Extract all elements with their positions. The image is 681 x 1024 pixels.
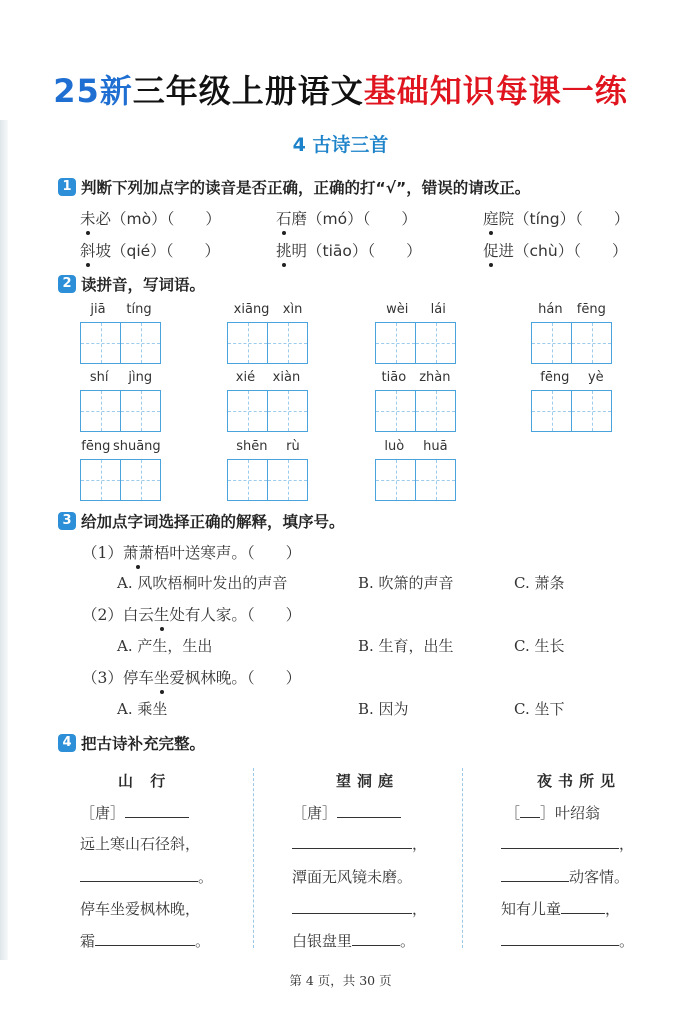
question-1-instruction: 判断下列加点字的读音是否正确，正确的打“√”，错误的请改正。 [81,179,531,197]
word-rest: 进 [498,242,515,260]
author: 叶绍翁 [555,804,601,822]
poem-yeshusuojian [501,770,641,950]
pinyin-label [80,439,162,454]
writing-cell[interactable] [121,391,160,431]
writing-cell[interactable] [572,323,611,363]
writing-cell[interactable] [81,460,121,500]
dotted-char: 石 [276,207,292,229]
tianzige-grid [375,390,456,432]
pinyin-label [80,370,162,385]
pinyin-label [227,302,309,317]
sentence-after: 处有人家。（ ） [169,606,302,624]
poem-line-4 [501,930,634,951]
tianzige-grid [375,322,456,364]
pinyin-syllable: yè [587,370,604,385]
pinyin-syllable: jìng [128,370,153,385]
poem-dynasty-line [292,802,401,823]
pinyin-syllable: fēng [540,370,570,385]
poem-dynasty-line [80,802,189,823]
pinyin-syllable: rù [286,439,300,454]
pinyin-syllable: fēng [576,302,606,317]
bracket: ］ [540,804,556,822]
pinyin-answer: （mó）（ ） [307,210,417,228]
writing-cell[interactable] [416,391,455,431]
word-rest: 明 [291,242,308,260]
sentence-after: 爱枫林晚。（ ） [169,669,302,687]
dynasty: ［唐］ [292,804,338,822]
pinyin-syllable: shí [89,370,109,385]
sub-label: （2） [82,606,123,624]
punct: ， [605,900,621,918]
writing-cell[interactable] [268,323,307,363]
poem-line-2 [80,866,213,887]
punct: ， [412,835,428,853]
q3-3-option-c: C. 坐下 [514,700,565,718]
writing-cell[interactable] [228,391,268,431]
pinyin-word-9 [80,439,162,501]
q3-1-option-a: A. 风吹梧桐叶发出的声音 [117,574,288,592]
author-blank[interactable] [337,803,401,818]
pinyin-word-2 [227,302,309,364]
q3-1-option-b: B. 吹箫的声音 [358,574,454,592]
line-blank[interactable] [292,834,412,849]
poem-wangdongting [292,770,480,950]
line-blank[interactable] [501,931,619,946]
word-rest: 坡 [95,242,112,260]
tianzige-grid [227,322,308,364]
poem-line-2: 潭面无风镜未磨。 [292,868,413,886]
punct: ， [619,835,635,853]
pinyin-label [80,302,162,317]
q3-2-option-b: B. 生育，出生 [358,637,454,655]
poem-title: 夜书所见 [537,772,622,790]
punct: 。 [619,932,635,950]
poem-title: 望洞庭 [336,772,400,790]
pinyin-word-4 [531,302,613,364]
pinyin-answer: （tiāo）（ ） [307,242,422,260]
poem-line-1: 远上寒山石径斜， [80,835,201,853]
pinyin-syllable: jiā [90,302,106,317]
tianzige-grid [227,390,308,432]
dotted-char: 未 [80,207,96,229]
question-number-badge: 2 [58,275,76,293]
pinyin-answer: （tíng）（ ） [514,210,630,228]
tianzige-grid [531,322,612,364]
writing-cell[interactable] [228,323,268,363]
punct: 。 [198,868,214,886]
page-footer: 第 4 页，共 30 页 [289,973,392,988]
writing-cell[interactable] [81,323,121,363]
pinyin-syllable: xié [235,370,256,385]
sub-label: （1） [82,544,123,562]
line-blank[interactable] [95,931,195,946]
poem-shanxing [80,770,268,950]
line-blank[interactable] [352,931,400,946]
punct: 。 [400,932,416,950]
poem-line-3 [501,898,620,919]
pinyin-word-8 [531,370,613,432]
writing-cell[interactable] [268,460,307,500]
pinyin-syllable: wèi [386,302,409,317]
writing-cell[interactable] [121,460,160,500]
writing-cell[interactable] [376,323,416,363]
pinyin-syllable: shēn [236,439,268,454]
poem-line-1 [501,833,634,854]
dotted-word: 坐 [154,666,170,688]
dotted-char: 促 [483,239,499,261]
q3-sentence-1 [82,541,301,563]
q3-2-option-a: A. 产生，生出 [117,637,213,655]
lesson-title: 4 古诗三首 [292,134,389,156]
poem-line-1 [292,833,427,854]
sentence-before: 白云 [122,606,154,624]
dynasty: ［唐］ [80,804,126,822]
pinyin-syllable: xiàn [272,370,301,385]
pinyin-word-5 [80,370,162,432]
pinyin-syllable: hán [538,302,563,317]
line-start: 白银盘里 [292,932,353,950]
poem-line-3 [292,898,427,919]
question-1-heading [58,176,530,198]
tianzige-grid [80,322,161,364]
question-2-heading [58,273,205,295]
question-number-badge: 3 [58,512,76,530]
pinyin-label [227,370,309,385]
title-part-subject: 基础知识每课一练 [363,72,628,110]
writing-cell[interactable] [532,323,572,363]
writing-cell[interactable] [416,323,455,363]
pinyin-word-7 [375,370,457,432]
line-blank[interactable] [561,899,605,914]
q3-1-option-c: C. 萧条 [514,574,565,592]
tianzige-grid [80,390,161,432]
pinyin-word-3 [375,302,457,364]
question-3-instruction: 给加点字词选择正确的解释，填序号。 [81,513,345,531]
tianzige-grid [375,459,456,501]
question-4-heading [58,732,205,754]
pinyin-label [531,370,613,385]
line-end: 动客情。 [569,868,630,886]
word-rest: 必 [95,210,112,228]
title-part-year: 25新 [53,72,133,110]
pinyin-label [227,439,309,454]
tianzige-grid [531,390,612,432]
pinyin-syllable: fēng [81,439,111,454]
punct: 。 [195,932,211,950]
sub-label: （3） [82,669,123,687]
word-rest: 院 [498,210,515,228]
pinyin-answer: （mò）（ ） [111,210,221,228]
page-edge-strip [0,120,8,960]
line-blank[interactable] [292,899,412,914]
pinyin-syllable: huā [423,439,448,454]
pinyin-answer: （chù）（ ） [514,242,628,260]
sentence-after: 梧叶送寒声。（ ） [153,544,302,562]
dotted-word: 萧萧 [123,541,154,563]
q3-2-option-c: C. 生长 [514,637,565,655]
writing-cell[interactable] [121,323,160,363]
pinyin-answer: （qié）（ ） [111,242,220,260]
poem-line-4 [292,930,415,951]
pinyin-syllable: shuāng [112,439,161,454]
question-number-badge: 4 [58,734,76,752]
poem-line-2 [501,866,629,887]
question-2-instruction: 读拼音，写词语。 [81,276,206,294]
writing-cell[interactable] [532,391,572,431]
pinyin-word-6 [227,370,309,432]
q3-3-option-a: A. 乘坐 [117,700,168,718]
writing-cell[interactable] [416,460,455,500]
poem-title: 山 行 [118,772,172,790]
word-rest: 磨 [291,210,308,228]
dotted-char: 斜 [80,239,96,261]
pinyin-label [375,302,457,317]
dotted-word: 生 [154,603,170,625]
pinyin-syllable: xìn [282,302,303,317]
dotted-char: 挑 [276,239,292,261]
tianzige-grid [227,459,308,501]
tianzige-grid [80,459,161,501]
pinyin-word-1 [80,302,162,364]
poem-dynasty-line [505,802,600,823]
writing-cell[interactable] [228,460,268,500]
bracket: ［ [505,804,521,822]
pinyin-syllable: luò [384,439,405,454]
line-blank[interactable] [501,867,569,882]
dynasty-blank[interactable] [520,803,540,818]
poem-line-4 [80,930,210,951]
punct: ， [412,900,428,918]
writing-cell[interactable] [376,460,416,500]
pinyin-syllable: lái [430,302,446,317]
pinyin-syllable: zhàn [419,370,451,385]
poem-line-3: 停车坐爱枫林晚， [80,900,201,918]
sentence-before: 停车 [122,669,154,687]
q1-item-6 [483,239,627,261]
q3-sentence-3 [82,666,301,688]
pinyin-word-11 [375,439,457,501]
pinyin-label [375,370,457,385]
writing-cell[interactable] [81,391,121,431]
q1-item-2 [276,207,417,229]
q1-item-5 [276,239,422,261]
q3-3-option-b: B. 因为 [358,700,409,718]
q1-item-3 [483,207,629,229]
pinyin-syllable: tíng [126,302,152,317]
line-start: 知有儿童 [501,900,562,918]
line-blank[interactable] [501,834,619,849]
writing-cell[interactable] [376,391,416,431]
pinyin-word-10 [227,439,309,501]
writing-cell[interactable] [572,391,611,431]
title-part-grade: 三年级上册语文 [132,72,364,110]
question-number-badge: 1 [58,178,76,196]
page-title [0,66,681,112]
question-3-heading [58,510,345,532]
pinyin-label [531,302,613,317]
line-start: 霜 [80,932,96,950]
pinyin-label [375,439,457,454]
q1-item-4 [80,239,220,261]
q3-sentence-2 [82,603,301,625]
pinyin-syllable: xiāng [233,302,270,317]
author-blank[interactable] [125,803,189,818]
dotted-char: 庭 [483,207,499,229]
pinyin-syllable: tiāo [381,370,407,385]
line-blank[interactable] [80,867,198,882]
question-4-instruction: 把古诗补充完整。 [81,735,206,753]
q1-item-1 [80,207,221,229]
writing-cell[interactable] [268,391,307,431]
